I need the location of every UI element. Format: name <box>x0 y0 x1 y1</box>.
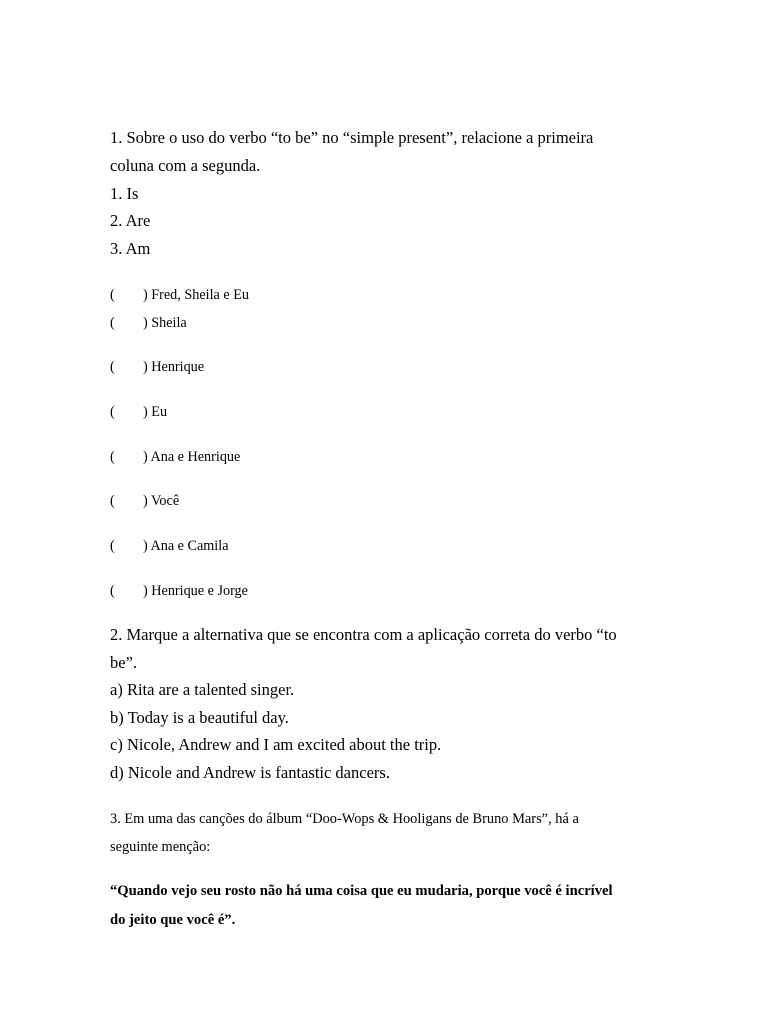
match-item: ( ) Você <box>110 493 180 509</box>
question-2-option-b: b) Today is a beautiful day. <box>110 708 289 727</box>
match-item: ( ) Fred, Sheila e Eu <box>110 287 249 303</box>
question-2-option-c: c) Nicole, Andrew and I am excited about the trip. <box>110 735 442 754</box>
question-3-stem-line-2: seguinte menção: <box>110 839 211 855</box>
match-item: ( ) Sheila <box>110 315 187 331</box>
match-item: ( ) Henrique <box>110 359 205 375</box>
column-1-item-are: 2. Are <box>110 211 151 230</box>
question-2-stem-line-2: be”. <box>110 653 138 672</box>
column-1-item-am: 3. Am <box>110 239 151 258</box>
match-item: ( ) Eu <box>110 404 168 420</box>
question-2-option-d: d) Nicole and Andrew is fantastic dancers. <box>110 763 390 782</box>
match-item: ( ) Henrique e Jorge <box>110 583 248 599</box>
match-item: ( ) Ana e Henrique <box>110 449 241 465</box>
match-item: ( ) Ana e Camila <box>110 538 229 554</box>
song-quote-line-1: “Quando vejo seu rosto não há uma coisa que eu mudaria, porque você é incrível <box>110 883 613 899</box>
question-3-stem-line-1: 3. Em uma das canções do álbum “Doo-Wops & Hooligans de Bruno Mars”, há a <box>110 811 579 827</box>
column-1-item-is: 1. Is <box>110 184 139 203</box>
question-1-stem-line-1: 1. Sobre o uso do verbo “to be” no “simple present”, relacione a primeira <box>110 128 594 147</box>
question-2-option-a: a) Rita are a talented singer. <box>110 680 295 699</box>
question-2-stem-line-1: 2. Marque a alternativa que se encontra com a aplicação correta do verbo “to <box>110 625 617 644</box>
song-quote-line-2: do jeito que você é”. <box>110 912 236 928</box>
question-1-stem-line-2: coluna com a segunda. <box>110 156 261 175</box>
